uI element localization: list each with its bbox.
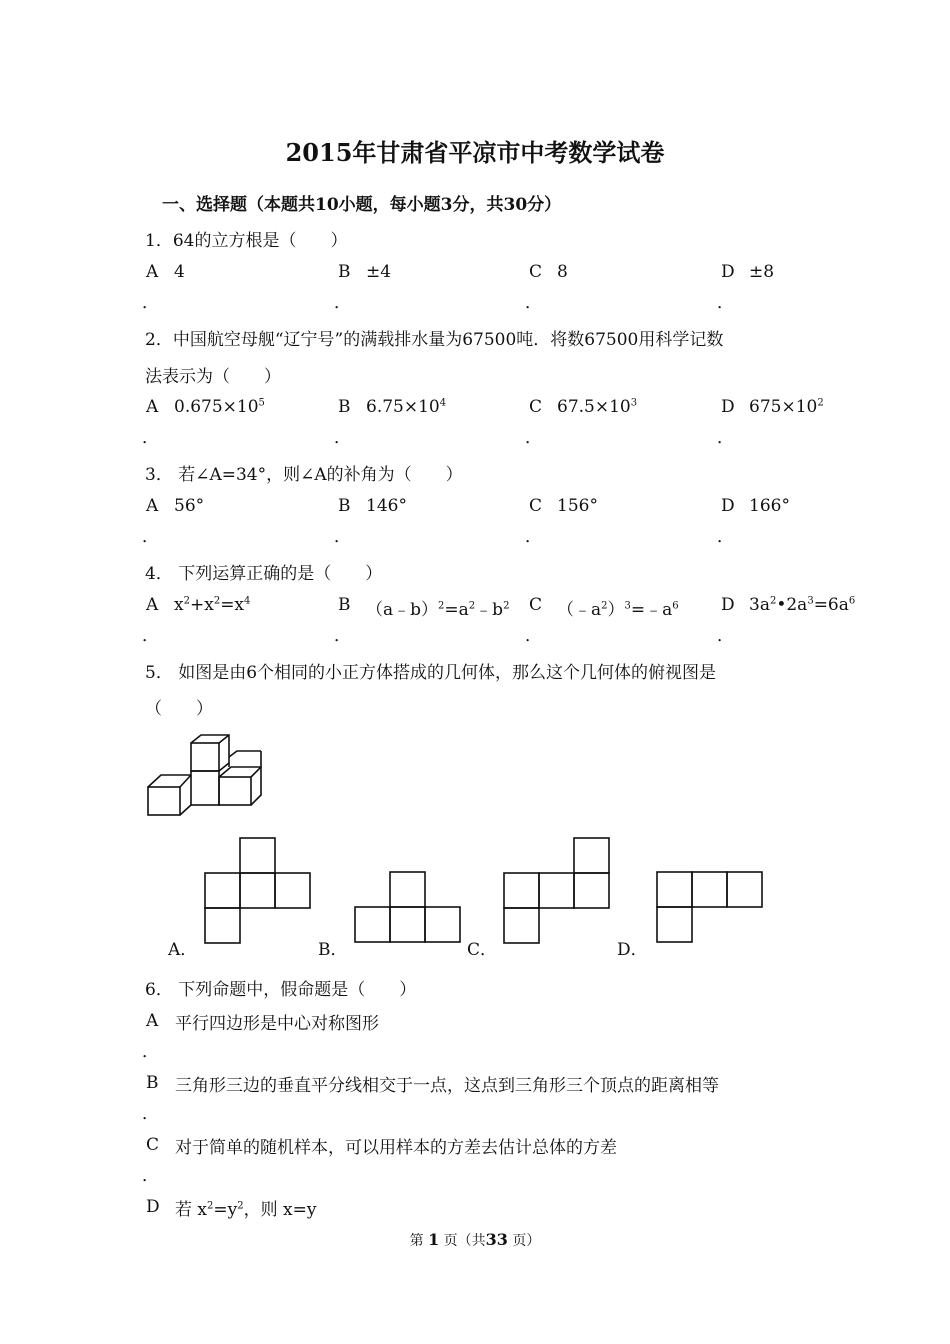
option-b-letter: B — [338, 262, 351, 282]
option-a-letter: A — [146, 1011, 159, 1031]
option-a-dot: ． — [142, 527, 159, 547]
option-a-text: 平行四边形是中心对称图形 — [175, 1014, 379, 1034]
view-option-b — [354, 871, 466, 946]
option-c-letter: C — [529, 262, 543, 282]
question-3-prompt: 3． 若∠A=34°，则∠A的补角为（ ） — [145, 465, 463, 485]
option-a-letter: A — [146, 262, 159, 282]
question-4-prompt: 4． 下列运算正确的是（ ） — [145, 564, 383, 584]
option-a-text: 56° — [174, 496, 205, 516]
option-c-letter: C — [529, 496, 543, 516]
option-a-dot: ． — [142, 428, 159, 448]
question-5-prompt-line1: 5． 如图是由6个相同的小正方体搭成的几何体，那么这个几何体的俯视图是 — [145, 663, 717, 683]
option-d-letter: D — [721, 595, 735, 615]
option-b-letter: B — [338, 595, 351, 615]
option-c-dot: ． — [525, 428, 542, 448]
option-b-dot: ． — [334, 527, 351, 547]
option-a-text: 4 — [174, 262, 185, 282]
option-d-dot: ． — [717, 428, 734, 448]
option-c-letter: C — [146, 1135, 160, 1155]
option-c-text: 对于简单的随机样本，可以用样本的方差去估计总体的方差 — [175, 1138, 617, 1158]
option-c-text: $67.5\times 10^3$ — [557, 397, 638, 417]
view-option-b-label: B． — [318, 940, 348, 960]
option-b-letter: B — [146, 1073, 159, 1093]
view-option-a — [204, 837, 316, 947]
option-d-formula: 若 $x^2=y^2$，则 x=y — [175, 1200, 317, 1220]
option-d-letter: D — [146, 1197, 160, 1217]
option-a-dot: ． — [142, 293, 159, 313]
option-c-dot: ． — [525, 527, 542, 547]
exam-title: 2015年甘肃省平凉市中考数学试卷 — [285, 138, 665, 167]
view-option-d — [656, 871, 768, 946]
option-d-dot: ． — [717, 293, 734, 313]
question-2-prompt-line2: 法表示为（ ） — [145, 367, 281, 387]
option-b-formula: $(a﹣b)^2=a^2﹣b^2$ — [366, 600, 510, 620]
option-a-letter: A — [146, 397, 159, 417]
option-d-letter: D — [721, 262, 735, 282]
page-total: 33 — [485, 1230, 508, 1249]
question-6-prompt: 6． 下列命题中，假命题是（ ） — [145, 980, 417, 1000]
option-c-text: 156° — [557, 496, 598, 516]
option-d-dot: ． — [717, 527, 734, 547]
option-d-text: 166° — [749, 496, 790, 516]
option-b-dot: ． — [142, 1104, 159, 1124]
option-d-formula: $3a^2•2a^3=6a^6$ — [749, 595, 856, 615]
option-a-text: $0.675\times 10^5$ — [174, 397, 265, 417]
option-c-letter: C — [529, 397, 543, 417]
option-b-dot: ． — [334, 428, 351, 448]
option-a-dot: ． — [142, 1042, 159, 1062]
view-option-c — [503, 837, 615, 947]
option-c-dot: ． — [142, 1166, 159, 1186]
option-d-text: ±8 — [749, 262, 775, 282]
view-option-c-label: C． — [467, 940, 498, 960]
option-a-formula: $x^2+x^2=x^4$ — [174, 595, 251, 615]
page-number: 1 — [428, 1230, 440, 1249]
option-c-dot: ． — [525, 293, 542, 313]
option-a-dot: ． — [142, 626, 159, 646]
option-b-dot: ． — [334, 293, 351, 313]
option-b-letter: B — [338, 397, 351, 417]
option-a-letter: A — [146, 496, 159, 516]
option-d-text: $675\times 10^2$ — [749, 397, 824, 417]
option-b-text: $6.75\times 10^4$ — [366, 397, 447, 417]
option-b-text: 三角形三边的垂直平分线相交于一点，这点到三角形三个顶点的距离相等 — [175, 1076, 719, 1096]
option-b-dot: ． — [334, 626, 351, 646]
option-c-text: 8 — [557, 262, 568, 282]
option-c-letter: C — [529, 595, 543, 615]
view-option-d-label: D． — [617, 940, 648, 960]
question-2-prompt-line1: 2．中国航空母舰“辽宁号”的满载排水量为67500吨．将数67500用科学记数 — [145, 330, 724, 350]
question-1-prompt: 1．64的立方根是（ ） — [145, 231, 348, 251]
option-b-letter: B — [338, 496, 351, 516]
option-d-dot: ． — [717, 626, 734, 646]
option-b-text: 146° — [366, 496, 407, 516]
option-b-text: ±4 — [366, 262, 392, 282]
section-heading: 一、选择题（本题共10小题，每小题3分，共30分） — [162, 195, 562, 215]
option-d-letter: D — [721, 397, 735, 417]
option-a-letter: A — [146, 595, 159, 615]
option-c-formula: $(﹣a^2)^3=﹣a^6$ — [557, 600, 679, 620]
question-5-prompt-line2: （ ） — [145, 699, 213, 719]
option-d-letter: D — [721, 496, 735, 516]
view-option-a-label: A． — [168, 940, 198, 960]
page-footer: 第 1 页（共33 页） — [409, 1230, 541, 1249]
option-c-dot: ． — [525, 626, 542, 646]
cube-solid-figure — [145, 733, 267, 819]
